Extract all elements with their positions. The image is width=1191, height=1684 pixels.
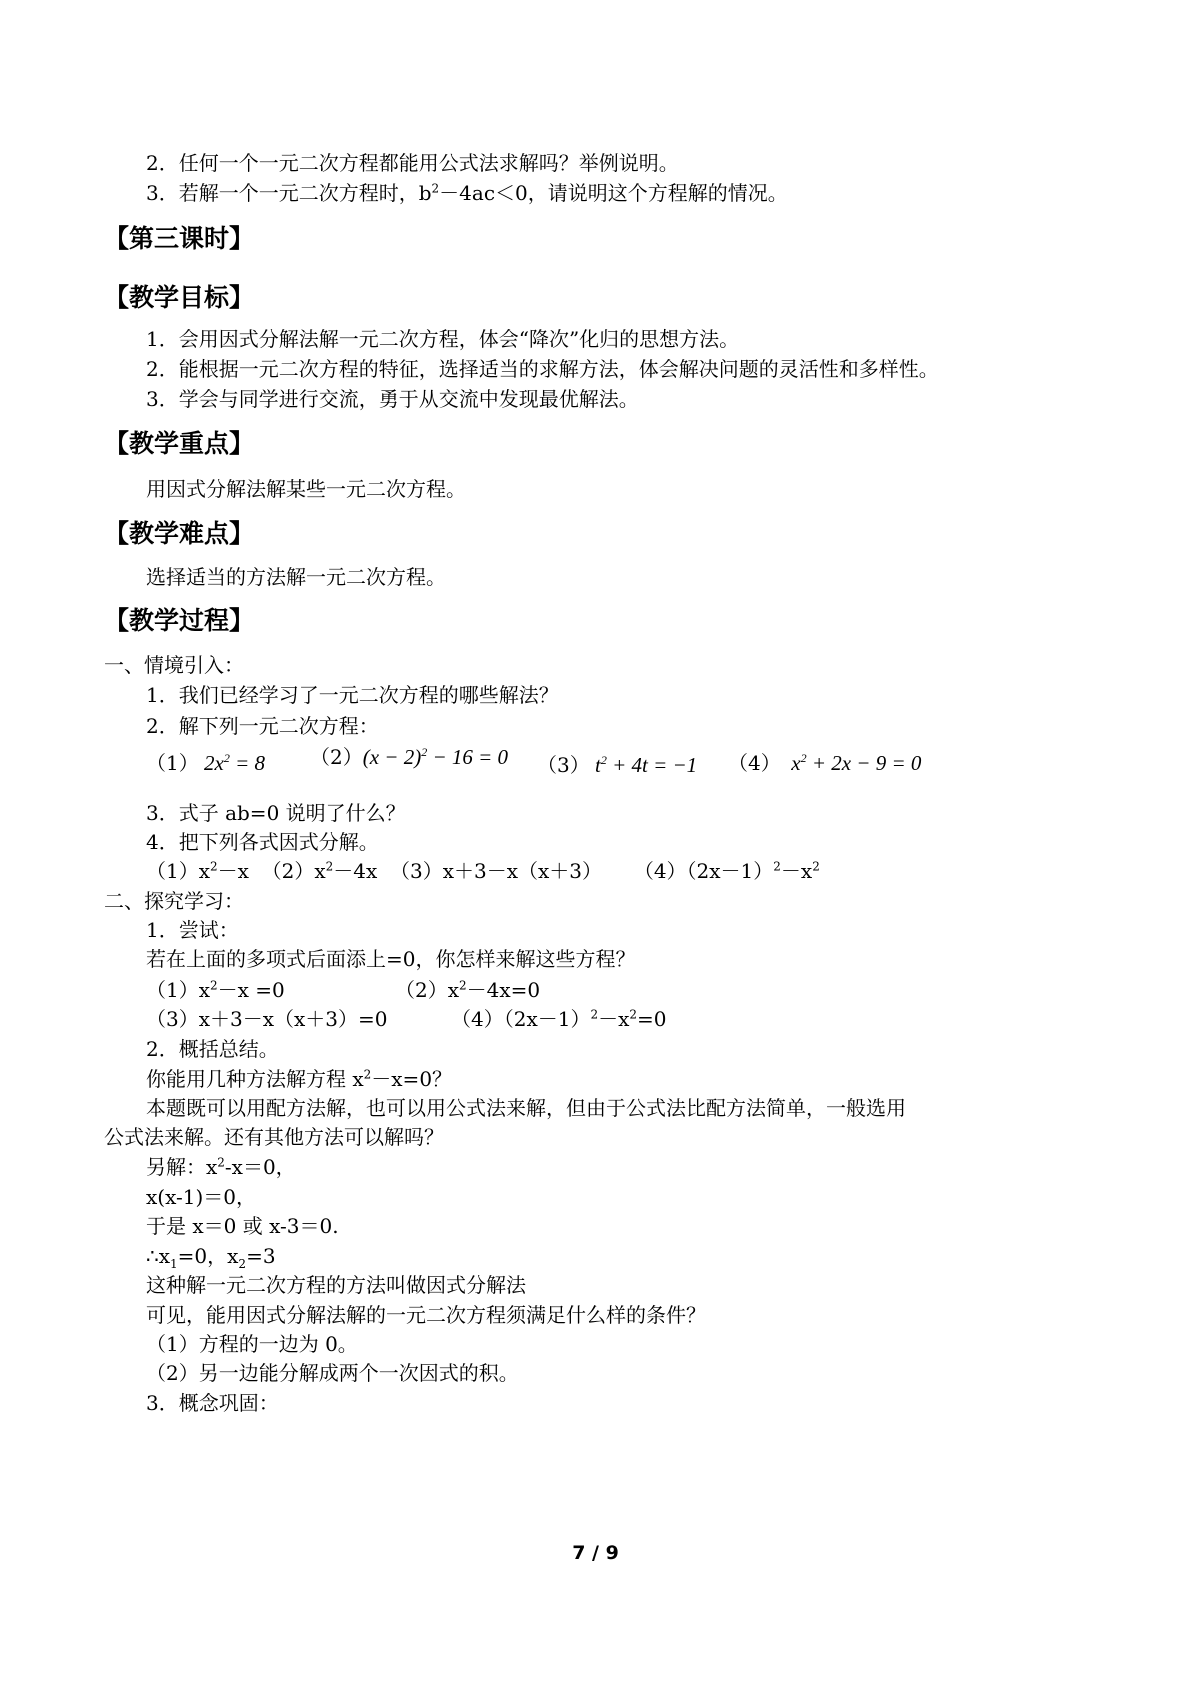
- intro-q4: 4．把下列各式因式分解。: [146, 830, 379, 854]
- key-point-text: 用因式分解法解某些一元二次方程。: [146, 477, 466, 501]
- try-equation-3: （3）x＋3－x（x＋3）=0: [146, 1007, 388, 1031]
- goal-item-1: 1．会用因式分解法解一元二次方程，体会“降次”化归的思想方法。: [146, 327, 740, 351]
- heading-process: 【教学过程】: [104, 606, 255, 635]
- paragraph-line-2: 公式法来解。还有其他方法可以解吗？: [104, 1125, 444, 1149]
- heading-lesson: 【第三课时】: [104, 224, 255, 253]
- alt-solution-a: 另解：x: [146, 1155, 218, 1179]
- alt-solution-line-3: 于是 x＝0 或 x-3＝0.: [146, 1214, 339, 1238]
- alt-solution-line-2: x(x-1)＝0，: [146, 1185, 257, 1209]
- paragraph-line-1: 本题既可以用配方法解，也可以用公式法来解，但由于公式法比配方法简单，一般选用: [146, 1096, 906, 1120]
- explore-step-1: 1．尝试：: [146, 918, 239, 942]
- equation-1-formula: $2x^2 = 8$: [198, 751, 265, 775]
- heading-difficulty: 【教学难点】: [104, 519, 255, 548]
- try-equation-4: $(4)(2x-1)^2-x^2=0$: [451, 1007, 667, 1031]
- equation-1: [146, 750, 265, 776]
- section-intro-title: 一、情境引入：: [104, 653, 244, 677]
- equation-1-label: （1）: [146, 751, 199, 775]
- solution-x2-prefix: =0，x: [177, 1244, 239, 1268]
- equation-3: [537, 752, 697, 778]
- explore-step-2: 2．概括总结。: [146, 1037, 279, 1061]
- solution-x1-prefix: ∴x: [146, 1244, 171, 1268]
- try-equation-2: $(2)x^2-4x=0$: [395, 978, 541, 1002]
- condition-1: （1）方程的一边为 0。: [146, 1332, 358, 1356]
- question-3: [146, 180, 788, 206]
- heading-goals: 【教学目标】: [104, 283, 255, 312]
- question-3-text-a: 3．若解一个一元二次方程时，b: [146, 181, 432, 205]
- condition-question: 可见，能用因式分解法解的一元二次方程须满足什么样的条件？: [146, 1303, 706, 1327]
- goal-item-3: 3．学会与同学进行交流，勇于从交流中发现最优解法。: [146, 387, 639, 411]
- equation-2-formula: $(x - 2)^2 - 16 = 0$: [362, 745, 509, 769]
- question-3-text-b: －4ac＜0，请说明这个方程解的情况。: [439, 181, 788, 205]
- equation-3-label: （3）: [537, 753, 590, 777]
- question-3-sup: 2: [431, 181, 440, 196]
- factor-items: $(1)x^2-x$ $(2)x^2-4x$ （3）x＋3－x（x＋3） $(4)(2x-1)^2-x^2$: [146, 859, 820, 883]
- page-number: 7 / 9: [572, 1542, 619, 1564]
- question-2: 2．任何一个一元二次方程都能用公式法求解吗？举例说明。: [146, 151, 679, 175]
- alt-solution-b: -x＝0，: [224, 1155, 296, 1179]
- condition-2: （2）另一边能分解成两个一次因式的积。: [146, 1361, 519, 1385]
- intro-q2: 2．解下列一元二次方程：: [146, 714, 379, 738]
- equation-4-label: （4）: [728, 751, 781, 775]
- equation-4-formula: $x^2 + 2x - 9 = 0$: [780, 751, 922, 775]
- alt-solution-line-4: $\therefore x_1=0$，$x_2=3$: [146, 1244, 276, 1271]
- try-equation-1: $(1)x^2-x =0$: [146, 978, 285, 1002]
- step-2-question-b: －x=0？: [371, 1067, 453, 1091]
- heading-key-point: 【教学重点】: [104, 429, 255, 458]
- intro-q3: 3．式子 ab=0 说明了什么？: [146, 801, 406, 825]
- difficulty-text: 选择适当的方法解一元二次方程。: [146, 565, 446, 589]
- goal-item-2: 2．能根据一元二次方程的特征，选择适当的求解方法，体会解决问题的灵活性和多样性。: [146, 357, 939, 381]
- equation-4: [728, 750, 921, 776]
- explore-step-2-question: 你能用几种方法解方程 $x^2-x=0$？: [146, 1067, 453, 1091]
- alt-solution-line-1: 另解：$x^2-x=0$，: [146, 1155, 296, 1179]
- equation-3-formula: $t^2 + 4t = -1$: [589, 753, 698, 777]
- explore-step-1-text: 若在上面的多项式后面添上=0，你怎样来解这些方程？: [146, 947, 636, 971]
- solution-x2-value: =3: [246, 1244, 276, 1268]
- section-explore-title: 二、探究学习：: [104, 889, 244, 913]
- equation-2-label: （2）: [310, 745, 363, 769]
- equation-2: [310, 744, 508, 770]
- method-name: 这种解一元二次方程的方法叫做因式分解法: [146, 1273, 526, 1297]
- step-2-question-a: 你能用几种方法解方程 x: [146, 1067, 364, 1091]
- intro-q1: 1．我们已经学习了一元二次方程的哪些解法？: [146, 683, 559, 707]
- explore-step-3: 3．概念巩固：: [146, 1391, 279, 1415]
